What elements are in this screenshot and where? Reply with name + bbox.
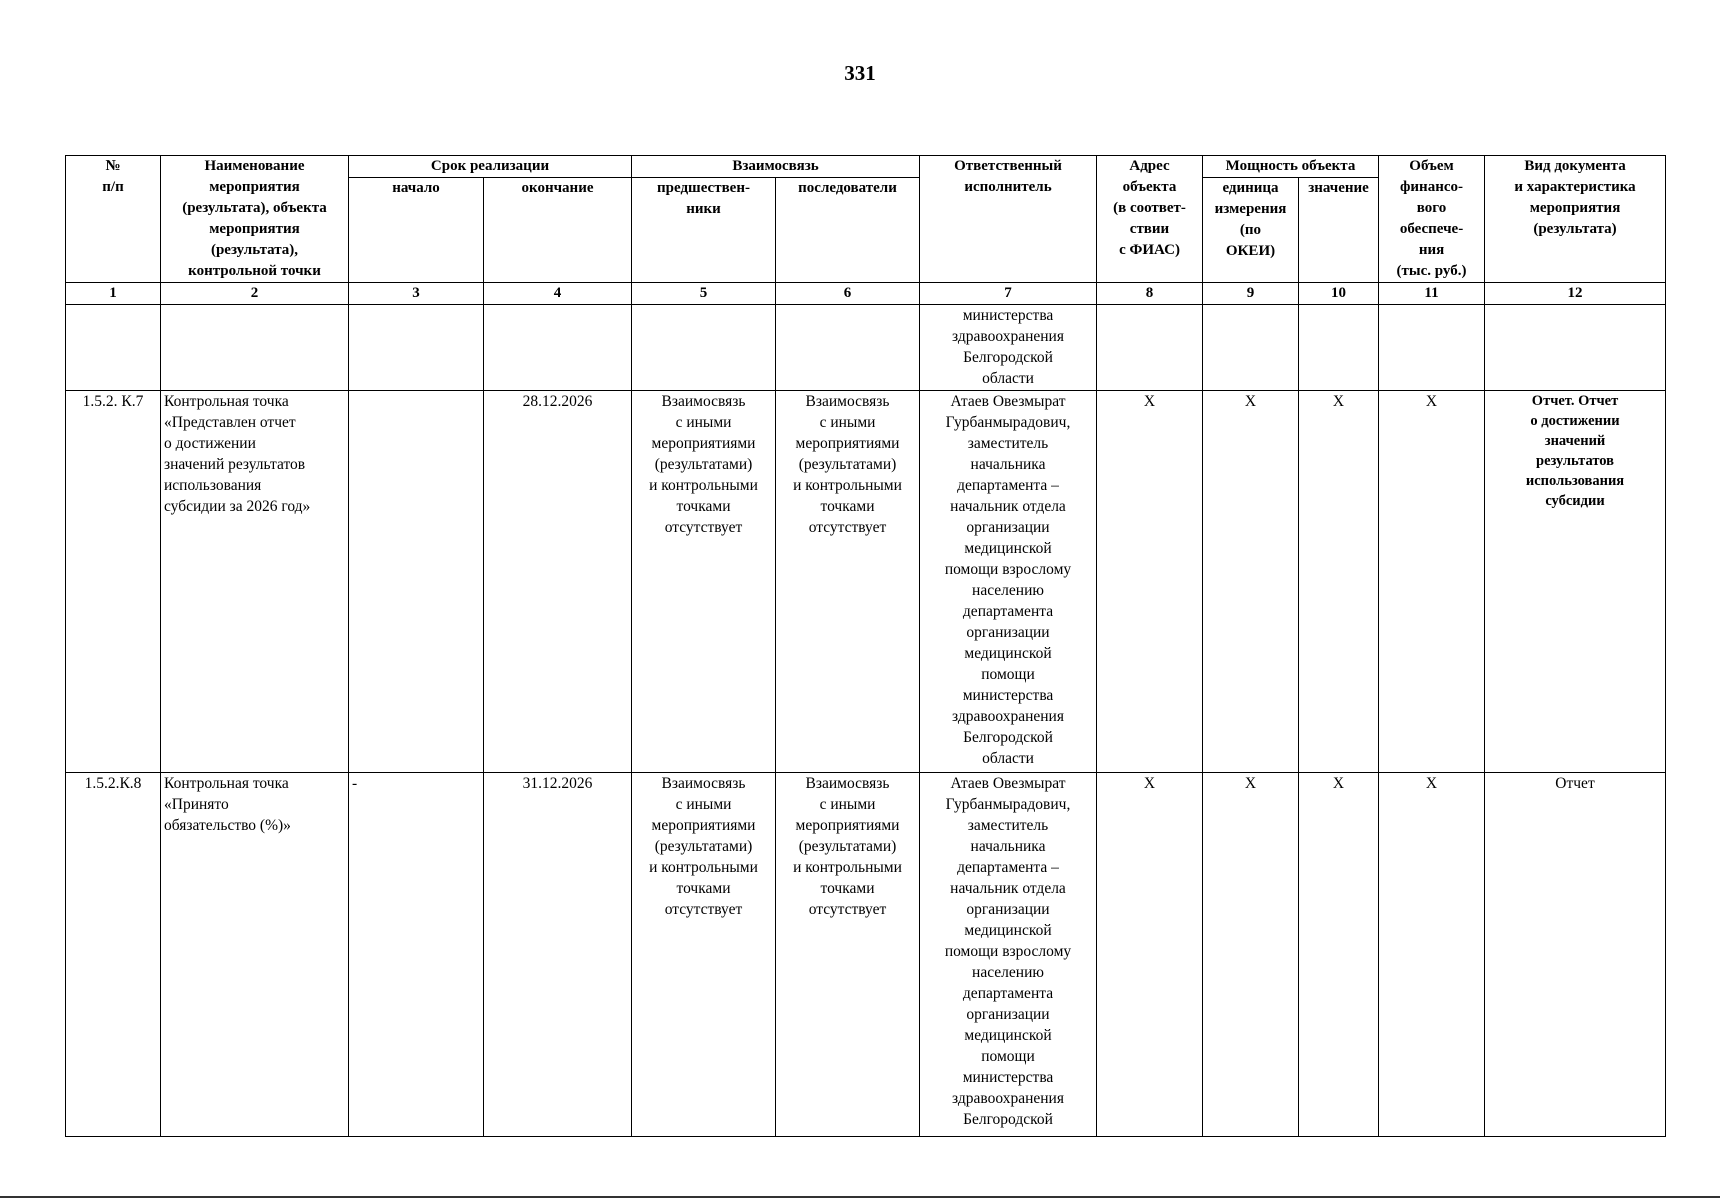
start-cell: - [349, 773, 484, 1137]
table-row [66, 773, 1666, 1137]
table-cell [776, 305, 920, 391]
header-finance: Объем финансо- вого обеспече- ния (тыс. руб.) [1379, 156, 1485, 283]
column-number: 3 [349, 283, 484, 305]
column-number: 2 [161, 283, 349, 305]
name-cell: Контрольная точка «Принято обязательство (%)» [161, 773, 349, 1137]
table-cell [66, 305, 161, 391]
column-number: 11 [1379, 283, 1485, 305]
column-number: 1 [66, 283, 161, 305]
finance-cell: X [1379, 773, 1485, 1137]
header-unit: единица измерения (по ОКЕИ) [1203, 178, 1299, 283]
header-address: Адрес объекта (в соответ- ствии с ФИАС) [1097, 156, 1203, 283]
header-successors: последователи [776, 178, 920, 283]
start-cell [349, 391, 484, 773]
successors-cell: Взаимосвязь с иными мероприятиями (результатами) и контрольными точками отсутствует [776, 773, 920, 1137]
table-cell [1097, 305, 1203, 391]
column-number: 8 [1097, 283, 1203, 305]
column-number: 7 [920, 283, 1097, 305]
table-row [66, 391, 1666, 773]
header-document: Вид документа и характеристика мероприятия (результата) [1485, 156, 1666, 283]
address-cell: X [1097, 773, 1203, 1137]
header-start: начало [349, 178, 484, 283]
finance-cell: X [1379, 391, 1485, 773]
table-cell [1203, 305, 1299, 391]
bottom-rule [0, 1196, 1720, 1198]
table-cell [484, 305, 632, 391]
end-cell: 28.12.2026 [484, 391, 632, 773]
table-cell [632, 305, 776, 391]
responsible-cell: министерства здравоохранения Белгородской области [920, 305, 1097, 391]
table-cell [1379, 305, 1485, 391]
name-cell: Контрольная точка «Представлен отчет о достижении значений результатов использования субсидии за 2026 год» [161, 391, 349, 773]
header-term: Срок реализации [349, 156, 632, 178]
table-cell [1485, 305, 1666, 391]
page-number: 331 [844, 61, 876, 85]
header-value: значение [1299, 178, 1379, 283]
column-number: 12 [1485, 283, 1666, 305]
header-name: Наименование мероприятия (результата), объекта мероприятия (результата), контрольной точки [161, 156, 349, 283]
header-end: окончание [484, 178, 632, 283]
address-cell: X [1097, 391, 1203, 773]
table-cell [1299, 305, 1379, 391]
column-number: 9 [1203, 283, 1299, 305]
header-responsible: Ответственный исполнитель [920, 156, 1097, 283]
table-cell [349, 305, 484, 391]
row-number-cell: 1.5.2. К.7 [66, 391, 161, 773]
row-number-cell: 1.5.2.К.8 [66, 773, 161, 1137]
table-cell [161, 305, 349, 391]
responsible-cell: Атаев Овезмырат Гурбанмырадович, заместитель начальника департамента – начальник отдела организации медицинской помощи взрослому населению департамента организации медицинской помощи министерства здравоохранения Белгородской области [920, 391, 1097, 773]
unit-cell: X [1203, 391, 1299, 773]
value-cell: X [1299, 773, 1379, 1137]
column-number: 5 [632, 283, 776, 305]
document-cell: Отчет [1485, 773, 1666, 1137]
table-row-continuation [66, 305, 1666, 391]
header-power: Мощность объекта [1203, 156, 1379, 178]
document-cell: Отчет. Отчет о достижении значений результатов использования субсидии [1485, 391, 1666, 773]
column-number: 4 [484, 283, 632, 305]
header-no: № п/п [66, 156, 161, 283]
column-number: 10 [1299, 283, 1379, 305]
predecessors-cell: Взаимосвязь с иными мероприятиями (результатами) и контрольными точками отсутствует [632, 391, 776, 773]
header-predecessors: предшествен- ники [632, 178, 776, 283]
value-cell: X [1299, 391, 1379, 773]
header-link: Взаимосвязь [632, 156, 920, 178]
unit-cell: X [1203, 773, 1299, 1137]
column-number: 6 [776, 283, 920, 305]
responsible-cell: Атаев Овезмырат Гурбанмырадович, заместитель начальника департамента – начальник отдела организации медицинской помощи взрослому населению департамента организации медицинской помощи министерства здравоохранения Белгородской [920, 773, 1097, 1137]
end-cell: 31.12.2026 [484, 773, 632, 1137]
predecessors-cell: Взаимосвязь с иными мероприятиями (результатами) и контрольными точками отсутствует [632, 773, 776, 1137]
successors-cell: Взаимосвязь с иными мероприятиями (результатами) и контрольными точками отсутствует [776, 391, 920, 773]
schedule-table [65, 155, 1666, 1137]
